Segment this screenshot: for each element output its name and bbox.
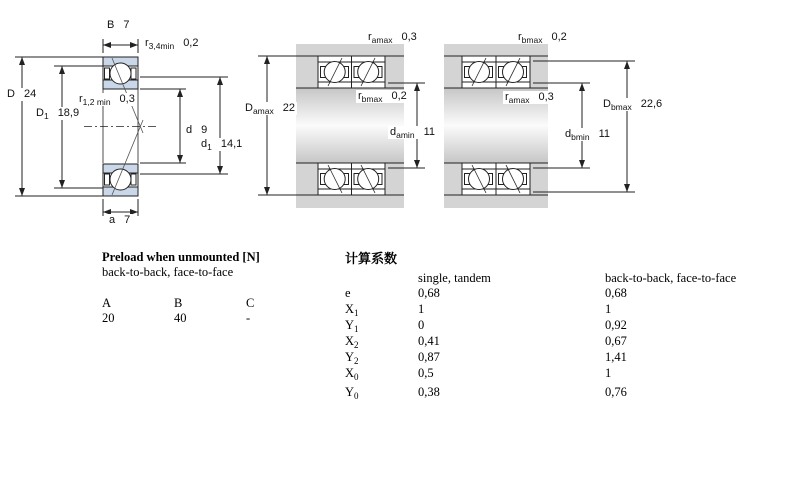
factors-row-e (345, 286, 736, 302)
dim-value: 11 (598, 128, 610, 140)
dim-value: 22,6 (640, 98, 663, 110)
dim-value: 0,2 (183, 37, 199, 49)
dim-main: r (358, 90, 362, 102)
factor-single-value: 0,41 (418, 334, 440, 348)
dim-value: 0,3 (119, 93, 135, 105)
dim-main: r (505, 91, 509, 103)
factor-sub: 2 (354, 356, 359, 366)
dim-label-ramax-a (366, 31, 419, 44)
dim-main: D (245, 102, 253, 114)
factor-symbol: Y (345, 350, 355, 364)
factors-row-x0 (345, 366, 736, 382)
dim-main: D (7, 88, 15, 100)
dim-label-ramax-b (503, 91, 556, 104)
factors-col2-header: back-to-back, face-to-face (605, 271, 737, 285)
factor-paired-value: 0,68 (605, 286, 627, 300)
dim-value: 7 (124, 214, 131, 226)
factor-sub: 1 (354, 324, 359, 334)
factors-header-row (345, 271, 736, 286)
factor-paired-value: 1,41 (605, 350, 627, 364)
dim-main: d (390, 126, 397, 138)
dim-main: B (107, 19, 115, 31)
factor-single-value: 1 (418, 302, 425, 316)
factor-sub: 0 (354, 372, 359, 382)
factor-sub: 1 (354, 308, 359, 318)
factor-sub: 0 (354, 391, 359, 401)
dim-value: 0,3 (538, 91, 554, 103)
factors-row-y2 (345, 350, 736, 366)
factor-symbol: X (345, 334, 355, 348)
factor-label (345, 318, 418, 334)
dim-sub: bmax (521, 35, 543, 45)
dim-label-dbmin (563, 128, 612, 141)
factor-single-value: 0,87 (418, 350, 440, 364)
dim-value: 11 (423, 126, 435, 138)
dim-main: d (186, 124, 193, 136)
preload-subtitle: back-to-back, face-to-face (102, 265, 234, 279)
dim-label-Damax (243, 102, 297, 115)
factor-sub: 2 (354, 340, 359, 350)
factors-row-x2 (345, 334, 736, 350)
dim-value: 0,3 (401, 31, 417, 43)
dim-main: a (109, 214, 116, 226)
dim-value: 7 (123, 19, 130, 31)
preload-title: Preload when unmounted [N] (102, 250, 260, 264)
dim-value: 24 (23, 88, 37, 100)
factor-symbol: Y (345, 385, 355, 399)
dim-sub: 1,2 min (82, 97, 111, 107)
factor-single-value: 0,68 (418, 286, 440, 300)
preload-col-header: C (246, 296, 255, 310)
dim-label-D1 (34, 107, 81, 120)
dim-sub: amax (371, 35, 393, 45)
dim-main: r (79, 93, 83, 105)
factor-single-value: 0,38 (418, 385, 440, 399)
arrangement-b (444, 56, 635, 195)
dim-label-Dbmax (601, 98, 664, 111)
dim-value: 9 (201, 124, 208, 136)
dim-sub: 1 (207, 142, 212, 152)
factor-paired-value: 0,76 (605, 385, 627, 399)
dim-value: 0,2 (551, 31, 567, 43)
dim-label-r34min (143, 37, 200, 50)
factor-paired-value: 0,67 (605, 334, 627, 348)
factors-row-y1 (345, 318, 736, 334)
dim-main: r (518, 31, 522, 43)
factor-label (345, 366, 418, 382)
factor-paired-value: 0,92 (605, 318, 627, 332)
dim-sub: 3,4min (148, 41, 175, 51)
dim-sub: 1 (43, 111, 49, 121)
preload-value-row (102, 311, 318, 326)
dim-main: D (36, 107, 44, 119)
dim-label-D (5, 88, 38, 101)
factor-symbol: X (345, 366, 355, 380)
dim-sub: amin (396, 130, 415, 140)
dim-label-r12min (77, 93, 137, 106)
preload-header-row (102, 296, 318, 311)
factor-symbol: X (345, 302, 355, 316)
factor-label (345, 286, 418, 302)
dim-value: 18,9 (57, 107, 80, 119)
dim-value: 0,2 (391, 90, 407, 102)
dim-label-rbmax-a (356, 90, 409, 103)
factors-row-x1 (345, 302, 736, 318)
dim-label-d1 (199, 138, 244, 151)
dim-main: D (603, 98, 611, 110)
dim-main: r (145, 37, 149, 49)
preload-col-header: B (174, 296, 183, 310)
preload-value: - (246, 311, 251, 325)
factor-label (345, 334, 418, 350)
dim-sub: bmax (610, 102, 632, 112)
factors-table (345, 271, 736, 401)
dim-value: 22 (282, 102, 295, 114)
factor-label (345, 302, 418, 318)
dim-sub: bmin (571, 132, 590, 142)
factors-title: 计算系数 (345, 251, 398, 266)
factors-row-y0 (345, 385, 736, 401)
preload-col-header: A (102, 296, 112, 310)
factor-symbol: Y (345, 318, 355, 332)
factor-label (345, 350, 418, 366)
factor-paired-value: 1 (605, 366, 612, 380)
dim-sub: amax (508, 95, 530, 105)
preload-value: 40 (174, 311, 187, 325)
dim-main: d (201, 138, 208, 150)
preload-value: 20 (102, 311, 115, 325)
factor-single-value: 0 (418, 318, 425, 332)
factors-col1-header: single, tandem (418, 271, 491, 285)
dim-main: d (565, 128, 572, 140)
preload-table (102, 250, 318, 326)
dim-main: r (368, 31, 372, 43)
dim-label-d (184, 124, 209, 137)
factor-paired-value: 1 (605, 302, 612, 316)
dim-label-rbmax-b (516, 31, 569, 44)
dim-label-damin (388, 126, 437, 139)
dim-value: 14,1 (220, 138, 243, 150)
dim-label-B (105, 19, 131, 32)
factor-single-value: 0,5 (418, 366, 434, 380)
factor-label (345, 385, 418, 401)
factor-symbol: e (345, 286, 351, 300)
dim-sub: amax (252, 106, 274, 116)
dim-label-a (107, 214, 132, 227)
dim-sub: bmax (361, 94, 383, 104)
